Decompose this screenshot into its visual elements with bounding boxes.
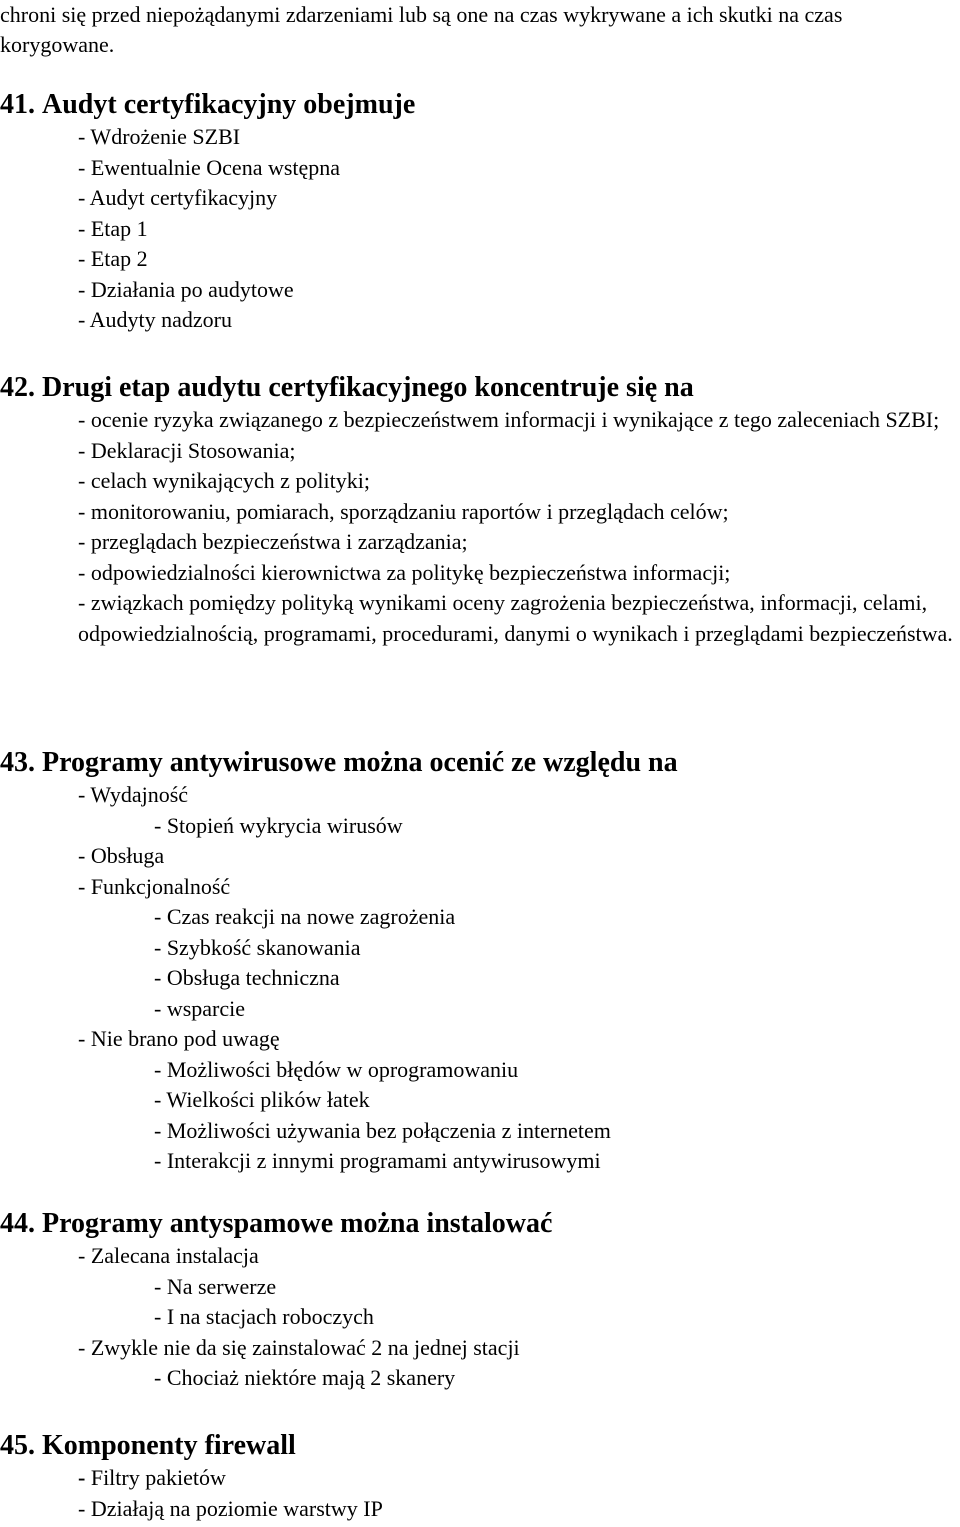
list-item: - Możliwości używania bez połączenia z internetem	[154, 1117, 611, 1143]
section-heading	[0, 88, 958, 122]
bold-dash: -	[78, 1465, 86, 1490]
section-list	[0, 122, 958, 336]
list-item: - Obsługa	[78, 843, 165, 868]
section-44	[0, 1207, 958, 1394]
list-item: - Czas reakcji na nowe zagrożenia	[154, 904, 456, 929]
section-heading	[0, 1207, 958, 1241]
list-item: - Deklaracji Stosowania;	[78, 437, 296, 463]
list-item: - monitorowaniu, pomiarach, sporządzaniu raportów i przeglądach celów;	[78, 498, 729, 524]
section-45	[0, 1429, 958, 1524]
list-item	[78, 1463, 958, 1494]
section-title: Audyt certyfikacyjny obejmuje	[42, 89, 416, 120]
list-item: - Chociaż niektóre mają 2 skanery	[154, 1365, 456, 1390]
section-number: 41.	[0, 89, 35, 120]
list-item: - Zwykle nie da się zainstalować 2 na jednej stacji	[78, 1334, 520, 1360]
list-item: - ocenie ryzyka związanego z bezpieczeństwem informacji i wynikające z tego zaleceniach SZBI;	[78, 407, 940, 432]
section-title: Programy antyspamowe można instalować	[42, 1208, 553, 1239]
section-number: 43.	[0, 747, 35, 778]
section-heading	[0, 1429, 958, 1463]
section-list	[0, 405, 958, 649]
list-item: - Audyty nadzoru	[78, 307, 232, 332]
section-title: Programy antywirusowe można ocenić ze względu na	[42, 747, 678, 778]
section-41	[0, 88, 958, 336]
list-item: - Wdrożenie SZBI	[78, 124, 241, 149]
list-item: - Interakcji z innymi programami antywirusowymi	[154, 1148, 601, 1173]
list-item: - Etap 2	[78, 246, 148, 271]
list-item: - Możliwości błędów w oprogramowaniu	[154, 1056, 519, 1082]
list-item: - Funkcjonalność	[78, 873, 231, 899]
list-item: - Wielkości plików łatek	[154, 1087, 370, 1112]
list-item-text: Filtry pakietów	[85, 1465, 226, 1490]
list-item: - Szybkość skanowania	[154, 934, 361, 960]
list-item: - Na serwerze	[154, 1273, 277, 1299]
section-title: Komponenty firewall	[42, 1430, 296, 1461]
list-item: - Etap 1	[78, 215, 148, 241]
section-number: 45.	[0, 1430, 35, 1461]
list-item: - Audyt certyfikacyjny	[78, 185, 278, 210]
list-item: - Nie brano pod uwagę	[78, 1026, 280, 1051]
list-item: - związkach pomiędzy polityką wynikami oceny zagrożenia bezpieczeństwa, informacji, celami, odpowiedzialnością, programami, procedurami, danymi o wynikach i przeglądami bezpieczeństwa.	[78, 590, 953, 646]
section-title: Drugi etap audytu certyfikacyjnego koncentruje się na	[42, 372, 694, 403]
list-item: - Działają na poziomie warstwy IP	[78, 1495, 383, 1521]
section-list	[0, 1241, 958, 1394]
list-item: - wsparcie	[154, 995, 246, 1021]
list-item: - I na stacjach roboczych	[154, 1304, 374, 1329]
section-number: 44.	[0, 1208, 35, 1239]
list-item: - Stopień wykrycia wirusów	[154, 812, 403, 838]
section-heading	[0, 746, 958, 780]
list-item: - odpowiedzialności kierownictwa za politykę bezpieczeństwa informacji;	[78, 559, 731, 585]
list-item: - Obsługa techniczna	[154, 965, 340, 990]
list-item: - Działania po audytowe	[78, 276, 294, 302]
list-item: - Zalecana instalacja	[78, 1243, 259, 1268]
list-item: - Wydajność	[78, 782, 189, 807]
section-42	[0, 371, 958, 649]
list-item: - celach wynikających z polityki;	[78, 468, 370, 493]
intro-paragraph: chroni się przed niepożądanymi zdarzeniami lub są one na czas wykrywane a ich skutki na czas korygowane.	[0, 2, 843, 57]
list-item: - przeglądach bezpieczeństwa i zarządzania;	[78, 529, 468, 554]
section-43	[0, 746, 958, 1177]
section-list	[0, 780, 958, 1177]
section-heading	[0, 371, 958, 405]
list-item: - Ewentualnie Ocena wstępna	[78, 154, 341, 180]
section-list	[0, 1463, 958, 1524]
section-number: 42.	[0, 372, 35, 403]
